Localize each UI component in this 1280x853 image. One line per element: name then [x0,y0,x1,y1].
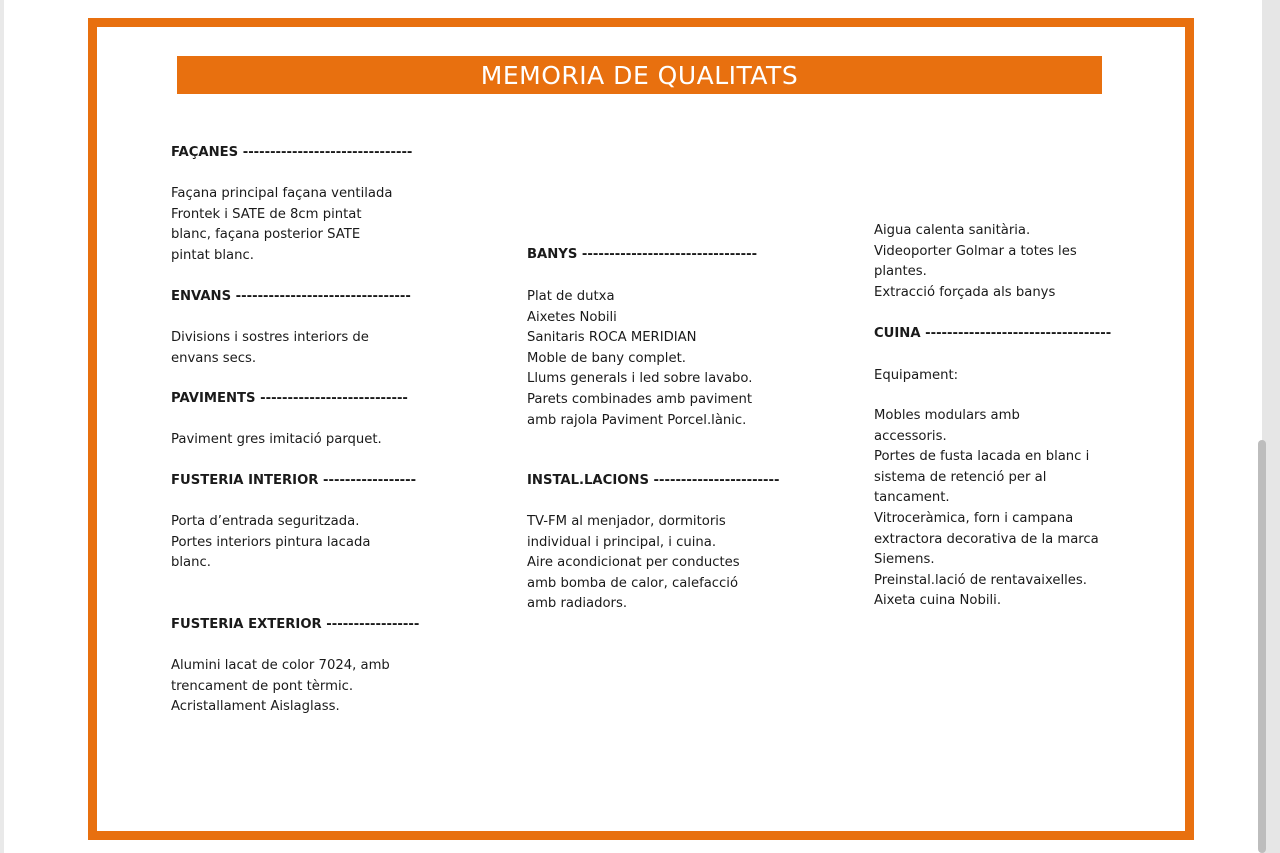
section-body-installacions [527,512,740,615]
text-line: plantes. [874,264,927,280]
section-body-fusteria-interior [171,512,370,574]
section-heading-fusteria-exterior: FUSTERIA EXTERIOR ----------------- [171,617,420,632]
section-heading-cuina: CUINA ---------------------------------- [874,326,1112,341]
text-line: Videoporter Golmar a totes les [874,243,1077,259]
scrollbar-thumb[interactable] [1258,440,1266,853]
text-line: individual i principal, i cuina. [527,534,717,550]
text-line: Aire acondicionat per conductes [527,555,740,571]
section-heading-installacions: INSTAL.LACIONS ----------------------- [527,473,780,488]
section-heading-banys: BANYS -------------------------------- [527,247,758,262]
text-line: Sanitaris ROCA MERIDIAN [527,330,697,346]
section-body-cuina [874,406,1099,612]
text-line: Aixetes Nobili [527,309,617,325]
document-title: MEMORIA DE QUALITATS [177,56,1102,94]
text-line: TV-FM al menjador, dormitoris [527,514,726,529]
section-body-facanes [171,184,392,266]
text-line: amb rajola Paviment Porcel.lànic. [527,412,747,428]
cuina-intro: Equipament: [874,368,959,383]
text-line: Preinstal.lació de rentavaixelles. [874,572,1087,588]
text-line: Siemens. [874,552,935,568]
section-body-envans [171,328,369,369]
text-line: Aigua calenta sanitària. [874,223,1031,238]
text-line: Divisions i sostres interiors de [171,330,369,345]
section-heading-paviments: PAVIMENTS --------------------------- [171,391,408,406]
text-line: Parets combinades amb paviment [527,391,753,407]
section-body-paviments [171,430,382,451]
text-line: extractora decorativa de la marca [874,531,1099,547]
text-line: Aixeta cuina Nobili. [874,593,1002,609]
section-body-fusteria-exterior [171,656,390,718]
text-line: envans secs. [171,350,257,366]
text-line: Plat de dutxa [527,289,615,304]
text-line: Portes interiors pintura lacada [171,534,371,550]
text-line: Alumini lacat de color 7024, amb [171,658,390,673]
text-line: accessoris. [874,428,947,444]
text-line: Extracció forçada als banys [874,284,1056,300]
text-line: Porta d’entrada seguritzada. [171,514,360,529]
text-line: Moble de bany complet. [527,350,686,366]
text-line: pintat blanc. [171,247,254,263]
text-line: Portes de fusta lacada en blanc i [874,449,1090,465]
text-line: amb bomba de calor, calefacció [527,575,739,591]
text-line: Façana principal façana ventilada [171,186,393,201]
text-line: blanc, façana posterior SATE [171,227,361,243]
section-body-installacions-cont [874,221,1077,303]
text-line: sistema de retenció per al [874,469,1047,485]
section-body-banys [527,287,752,431]
text-line: Vitroceràmica, forn i campana [874,510,1074,526]
text-line: blanc. [171,555,211,571]
text-line: Frontek i SATE de 8cm pintat [171,206,362,222]
text-line: amb radiadors. [527,596,628,612]
text-line: Llums generals i led sobre lavabo. [527,371,753,387]
text-line: Paviment gres imitació parquet. [171,432,382,447]
text-line: Mobles modulars amb [874,408,1020,423]
section-heading-envans: ENVANS -------------------------------- [171,289,411,304]
text-line: trencament de pont tèrmic. [171,678,354,694]
section-heading-facanes: FAÇANES ------------------------------- [171,145,413,160]
page-edge-left [0,0,4,853]
section-heading-fusteria-interior: FUSTERIA INTERIOR ----------------- [171,473,417,488]
text-line: Acristallament Aislaglass. [171,699,340,715]
text-line: tancament. [874,490,950,506]
